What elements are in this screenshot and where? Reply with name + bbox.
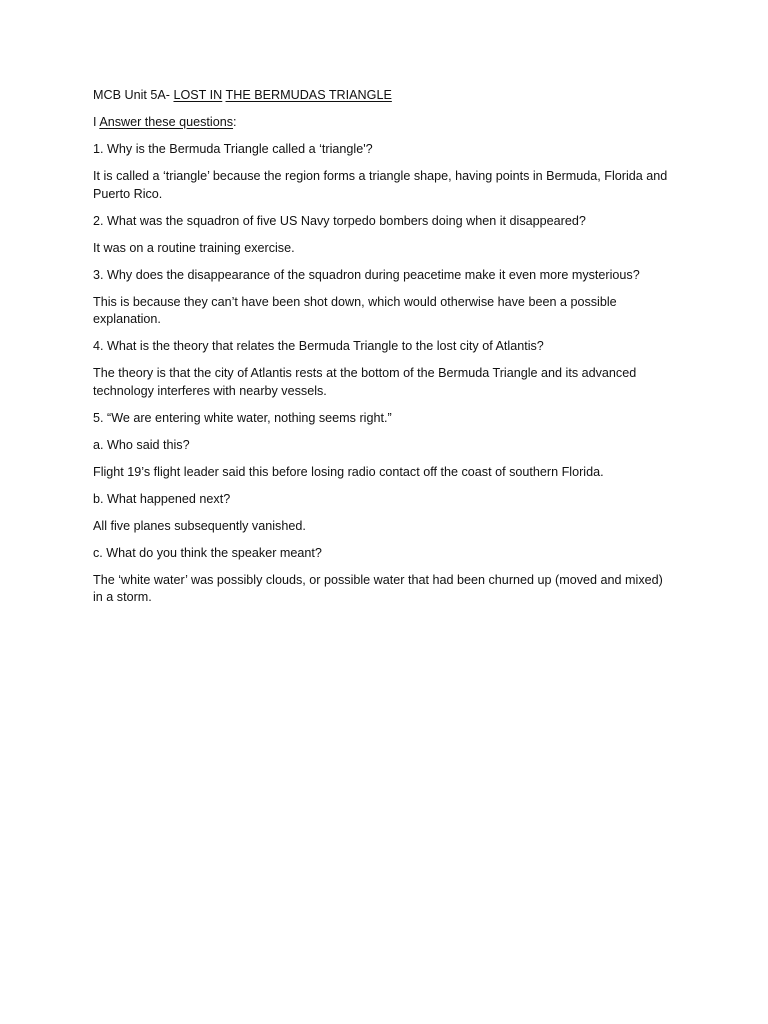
answer-5b: All five planes subsequently vanished. (93, 518, 306, 533)
answer-3: This is because they can’t have been shot down, which would otherwise have been a possible explanation. (93, 294, 617, 326)
answer-5a: Flight 19’s flight leader said this before losing radio contact off the coast of southern Florida. (93, 464, 604, 479)
section-heading: I Answer these questions: (93, 115, 237, 129)
question-2: 2. What was the squadron of five US Navy torpedo bombers doing when it disappeared? (93, 213, 586, 228)
question-1: 1. Why is the Bermuda Triangle called a ‘triangle'? (93, 142, 373, 156)
worksheet-title (93, 87, 673, 105)
section-label: Answer these questions (99, 115, 234, 129)
answer-2: It was on a routine training exercise. (93, 240, 295, 255)
title-prefix: MCB Unit 5A- (93, 88, 174, 102)
answer-4: The theory is that the city of Atlantis rests at the bottom of the Bermuda Triangle and its advanced technology interferes with nearby vessels. (93, 366, 637, 398)
section-numeral: I (93, 115, 100, 129)
question-5a: a. Who said this? (93, 437, 190, 452)
title-part-lost-in: LOST IN (173, 88, 223, 102)
question-4: 4. What is the theory that relates the Bermuda Triangle to the lost city of Atlantis? (93, 339, 544, 353)
title-part-bermudas-triangle: THE BERMUDAS TRIANGLE (225, 88, 392, 102)
answer-5c: The ‘white water’ was possibly clouds, or possible water that had been churned up (moved and mixed) in a storm. (93, 572, 663, 604)
question-5b: b. What happened next? (93, 491, 231, 506)
answer-1: It is called a ‘triangle’ because the region forms a triangle shape, having points in Bermuda, Florida and Puerto Rico. (93, 169, 668, 201)
question-5-quote: 5. “We are entering white water, nothing seems right.” (93, 410, 392, 425)
question-5c: c. What do you think the speaker meant? (93, 545, 322, 560)
worksheet-page (93, 87, 673, 616)
question-3: 3. Why does the disappearance of the squadron during peacetime make it even more mysterious? (93, 267, 640, 282)
